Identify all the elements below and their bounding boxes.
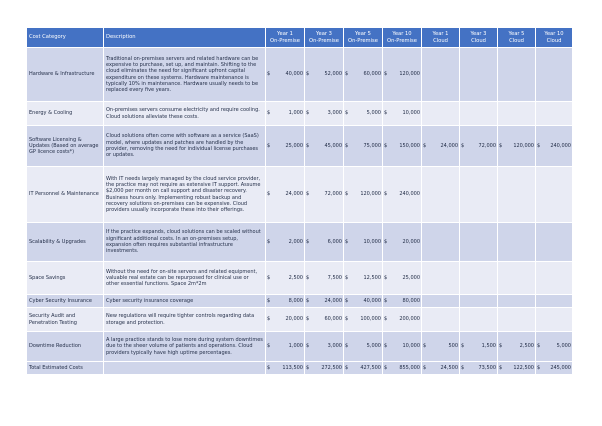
amount: 60,000	[324, 316, 342, 323]
value-cell	[536, 262, 573, 295]
amount: 40,000	[363, 297, 381, 304]
value-cell	[460, 308, 498, 332]
total-label: Total Estimated Costs	[27, 362, 104, 375]
currency-symbol: $	[461, 142, 465, 149]
currency-symbol: $	[345, 364, 349, 371]
value-cell	[266, 48, 305, 102]
currency-symbol: $	[267, 71, 271, 78]
total-row	[27, 362, 573, 375]
cost-category-cell: Energy & Cooling	[27, 102, 104, 126]
header-year10-onprem	[383, 28, 422, 48]
value-cell	[536, 167, 573, 223]
amount: 72,000	[478, 142, 496, 149]
description-cell: Traditional on-premises servers and related hardware can be expensive to purchase, set up, and maintain. Shifting to the cloud eliminates the need for significant upfront capital expenditure on these systems. Hardware maintenance is typically 10% in maintenance. Hardware usually needs to be replaced every five years.	[104, 48, 266, 102]
currency-symbol: $	[499, 142, 503, 149]
amount: 40,000	[285, 71, 303, 78]
value-cell	[498, 126, 536, 167]
amount: 10,000	[363, 238, 381, 245]
currency-symbol: $	[306, 191, 310, 198]
total-cell	[498, 362, 536, 375]
amount: 1,000	[288, 343, 303, 350]
header-year3-cloud	[460, 28, 498, 48]
amount: 200,000	[399, 316, 420, 323]
value-cell	[460, 295, 498, 308]
currency-symbol: $	[345, 274, 349, 281]
value-cell	[460, 262, 498, 295]
currency-symbol: $	[345, 343, 349, 350]
table-row	[27, 223, 573, 262]
header-label: Year 10	[392, 31, 412, 38]
amount: 2,000	[288, 238, 303, 245]
header-label: Year 1	[277, 31, 293, 38]
table-row	[27, 308, 573, 332]
amount: 272,500	[321, 364, 342, 371]
value-cell	[460, 167, 498, 223]
value-cell	[344, 223, 383, 262]
amount: 52,000	[324, 71, 342, 78]
amount: 240,000	[399, 191, 420, 198]
currency-symbol: $	[345, 191, 349, 198]
header-sublabel: Cloud	[433, 37, 448, 44]
value-cell	[383, 295, 422, 308]
amount: 5,000	[366, 110, 381, 117]
amount: 500	[448, 343, 458, 350]
value-cell	[460, 332, 498, 362]
value-cell	[266, 126, 305, 167]
table-row	[27, 262, 573, 295]
value-cell	[536, 126, 573, 167]
value-cell	[305, 295, 344, 308]
amount: 5,000	[556, 343, 571, 350]
value-cell	[422, 308, 460, 332]
currency-symbol: $	[267, 343, 271, 350]
currency-symbol: $	[306, 316, 310, 323]
amount: 45,000	[324, 142, 342, 149]
currency-symbol: $	[345, 142, 349, 149]
amount: 3,000	[327, 110, 342, 117]
value-cell	[305, 102, 344, 126]
value-cell	[305, 332, 344, 362]
value-cell	[383, 308, 422, 332]
header-label: Year 5	[355, 31, 371, 38]
value-cell	[422, 262, 460, 295]
amount: 60,000	[363, 71, 381, 78]
header-year10-cloud	[536, 28, 573, 48]
amount: 24,000	[324, 297, 342, 304]
amount: 25,000	[285, 142, 303, 149]
amount: 1,500	[481, 343, 496, 350]
description-cell: Without the need for on-site servers and related equipment, valuable real estate can be repurposed for clinical use or other essential functions. Space 2m*2m	[104, 262, 266, 295]
total-cell	[536, 362, 573, 375]
currency-symbol: $	[267, 297, 271, 304]
value-cell	[498, 295, 536, 308]
cost-category-cell: Space Savings	[27, 262, 104, 295]
value-cell	[305, 48, 344, 102]
value-cell	[536, 295, 573, 308]
amount: 73,500	[478, 364, 496, 371]
value-cell	[305, 126, 344, 167]
header-label: Year 1	[432, 31, 449, 38]
currency-symbol: $	[306, 238, 310, 245]
cost-category-cell: Software Licensing & Updates (Based on average GP licence costs*)	[27, 126, 104, 167]
total-cell	[344, 362, 383, 375]
amount: 7,500	[327, 274, 342, 281]
value-cell	[266, 332, 305, 362]
currency-symbol: $	[267, 364, 271, 371]
currency-symbol: $	[384, 343, 388, 350]
header-label: Year 10	[544, 31, 564, 38]
table-row	[27, 295, 573, 308]
currency-symbol: $	[537, 142, 541, 149]
amount: 75,000	[363, 142, 381, 149]
currency-symbol: $	[423, 364, 427, 371]
currency-symbol: $	[345, 316, 349, 323]
value-cell	[422, 295, 460, 308]
header-sublabel: Cloud	[509, 37, 524, 44]
value-cell	[266, 295, 305, 308]
header-sublabel: On-Premise	[387, 37, 417, 44]
header-label: Year 5	[508, 31, 525, 38]
amount: 240,000	[550, 142, 571, 149]
amount: 3,000	[327, 343, 342, 350]
header-label: Year 3	[316, 31, 332, 38]
amount: 10,000	[402, 343, 420, 350]
amount: 6,000	[327, 238, 342, 245]
amount: 2,500	[288, 274, 303, 281]
currency-symbol: $	[306, 297, 310, 304]
header-sublabel: On-Premise	[309, 37, 339, 44]
currency-symbol: $	[384, 274, 388, 281]
amount: 113,500	[282, 364, 303, 371]
cost-category-cell: Downtime Reduction	[27, 332, 104, 362]
amount: 100,000	[360, 316, 381, 323]
amount: 427,500	[360, 364, 381, 371]
currency-symbol: $	[267, 191, 271, 198]
value-cell	[344, 167, 383, 223]
value-cell	[305, 223, 344, 262]
cost-category-cell: Cyber Security Insurance	[27, 295, 104, 308]
header-year5-onprem	[344, 28, 383, 48]
value-cell	[266, 223, 305, 262]
value-cell	[383, 167, 422, 223]
currency-symbol: $	[306, 71, 310, 78]
amount: 120,000	[399, 71, 420, 78]
currency-symbol: $	[423, 142, 427, 149]
value-cell	[536, 308, 573, 332]
amount: 25,000	[402, 274, 420, 281]
currency-symbol: $	[384, 142, 388, 149]
value-cell	[536, 332, 573, 362]
currency-symbol: $	[267, 316, 271, 323]
header-year1-onprem	[266, 28, 305, 48]
header-sublabel: Cloud	[546, 37, 562, 44]
currency-symbol: $	[461, 364, 465, 371]
table-header	[27, 28, 573, 48]
header-description	[104, 28, 266, 48]
value-cell	[498, 102, 536, 126]
amount: 24,000	[285, 191, 303, 198]
amount: 80,000	[402, 297, 420, 304]
currency-symbol: $	[306, 364, 310, 371]
cost-category-cell: Security Audit and Penetration Testing	[27, 308, 104, 332]
header-label: Cost Category	[29, 34, 66, 41]
value-cell	[344, 102, 383, 126]
currency-symbol: $	[306, 343, 310, 350]
amount: 24,000	[440, 142, 458, 149]
value-cell	[383, 126, 422, 167]
total-cell	[305, 362, 344, 375]
value-cell	[498, 167, 536, 223]
header-label: Year 3	[470, 31, 487, 38]
currency-symbol: $	[345, 110, 349, 117]
amount: 150,000	[399, 142, 420, 149]
header-year1-cloud	[422, 28, 460, 48]
table-body	[27, 48, 573, 375]
description-cell: A large practice stands to lose more during system downtimes due to the sheer volume of patients and operations. Cloud providers typically have high uptime percentages.	[104, 332, 266, 362]
amount: 10,000	[402, 110, 420, 117]
value-cell	[383, 223, 422, 262]
currency-symbol: $	[384, 110, 388, 117]
amount: 24,500	[440, 364, 458, 371]
value-cell	[498, 332, 536, 362]
amount: 20,000	[402, 238, 420, 245]
value-cell	[266, 262, 305, 295]
value-cell	[422, 332, 460, 362]
currency-symbol: $	[537, 364, 541, 371]
description-cell: Cyber security insurance coverage	[104, 295, 266, 308]
value-cell	[383, 102, 422, 126]
currency-symbol: $	[384, 238, 388, 245]
cost-comparison-sheet	[26, 27, 572, 375]
value-cell	[460, 223, 498, 262]
currency-symbol: $	[384, 364, 388, 371]
header-sublabel: Cloud	[471, 37, 486, 44]
amount: 120,000	[513, 142, 534, 149]
currency-symbol: $	[345, 71, 349, 78]
amount: 122,500	[513, 364, 534, 371]
amount: 245,000	[550, 364, 571, 371]
currency-symbol: $	[345, 297, 349, 304]
total-cell	[383, 362, 422, 375]
value-cell	[305, 308, 344, 332]
description-cell: Cloud solutions often come with software as a service (SaaS) model, where updates and patches are handled by the provider, removing the need for individual license purchases or updates.	[104, 126, 266, 167]
value-cell	[383, 262, 422, 295]
table-row	[27, 167, 573, 223]
value-cell	[536, 223, 573, 262]
amount: 5,000	[366, 343, 381, 350]
value-cell	[460, 102, 498, 126]
amount: 855,000	[399, 364, 420, 371]
currency-symbol: $	[306, 110, 310, 117]
total-cell	[266, 362, 305, 375]
amount: 1,000	[288, 110, 303, 117]
header-year3-onprem	[305, 28, 344, 48]
currency-symbol: $	[499, 364, 503, 371]
currency-symbol: $	[384, 71, 388, 78]
cost-category-cell: Hardware & Infrastructure	[27, 48, 104, 102]
value-cell	[266, 102, 305, 126]
description-cell: New regulations will require tighter controls regarding data storage and protection.	[104, 308, 266, 332]
value-cell	[498, 308, 536, 332]
table-row	[27, 332, 573, 362]
value-cell	[422, 167, 460, 223]
currency-symbol: $	[306, 142, 310, 149]
currency-symbol: $	[537, 343, 541, 350]
header-cost-category	[27, 28, 104, 48]
value-cell	[266, 167, 305, 223]
value-cell	[422, 223, 460, 262]
table-row	[27, 102, 573, 126]
value-cell	[498, 223, 536, 262]
amount: 8,000	[288, 297, 303, 304]
cost-comparison-table	[26, 27, 573, 375]
header-year5-cloud	[498, 28, 536, 48]
value-cell	[383, 332, 422, 362]
value-cell	[422, 126, 460, 167]
value-cell	[422, 102, 460, 126]
currency-symbol: $	[306, 274, 310, 281]
value-cell	[536, 102, 573, 126]
amount: 72,000	[324, 191, 342, 198]
value-cell	[498, 48, 536, 102]
value-cell	[422, 48, 460, 102]
value-cell	[536, 48, 573, 102]
currency-symbol: $	[267, 274, 271, 281]
description-cell: On-premises servers consume electricity and require cooling. Cloud solutions alleviate these costs.	[104, 102, 266, 126]
amount: 2,500	[519, 343, 534, 350]
description-cell: With IT needs largely managed by the cloud service provider, the practice may not require as extensive IT support. Assume $2,000 per month on call support and disaster recovery. Business hours only. Implementing robust backup and recovery solutions on-premises can be expensive. Cloud providers usually incorporate these into their offerings.	[104, 167, 266, 223]
value-cell	[344, 126, 383, 167]
total-cell	[422, 362, 460, 375]
currency-symbol: $	[267, 238, 271, 245]
currency-symbol: $	[499, 343, 503, 350]
value-cell	[305, 167, 344, 223]
value-cell	[460, 126, 498, 167]
header-sublabel: On-Premise	[348, 37, 378, 44]
value-cell	[383, 48, 422, 102]
cost-category-cell: Scalability & Upgrades	[27, 223, 104, 262]
amount: 20,000	[285, 316, 303, 323]
table-row	[27, 126, 573, 167]
currency-symbol: $	[267, 142, 271, 149]
value-cell	[344, 262, 383, 295]
amount: 120,000	[360, 191, 381, 198]
currency-symbol: $	[345, 238, 349, 245]
value-cell	[344, 295, 383, 308]
description-cell: If the practice expands, cloud solutions can be scaled without significant additional costs. In an on-premises setup, expansion often requires substantial infrastructure investments.	[104, 223, 266, 262]
currency-symbol: $	[423, 343, 427, 350]
value-cell	[266, 308, 305, 332]
header-row	[27, 28, 573, 48]
value-cell	[344, 308, 383, 332]
amount: 12,500	[363, 274, 381, 281]
total-description	[104, 362, 266, 375]
currency-symbol: $	[267, 110, 271, 117]
header-label: Description	[106, 34, 136, 41]
currency-symbol: $	[384, 316, 388, 323]
currency-symbol: $	[384, 191, 388, 198]
value-cell	[305, 262, 344, 295]
value-cell	[344, 48, 383, 102]
currency-symbol: $	[461, 343, 465, 350]
value-cell	[344, 332, 383, 362]
total-cell	[460, 362, 498, 375]
cost-category-cell: IT Personnel & Maintenance	[27, 167, 104, 223]
value-cell	[498, 262, 536, 295]
value-cell	[460, 48, 498, 102]
table-row	[27, 48, 573, 102]
header-sublabel: On-Premise	[270, 37, 300, 44]
currency-symbol: $	[384, 297, 388, 304]
